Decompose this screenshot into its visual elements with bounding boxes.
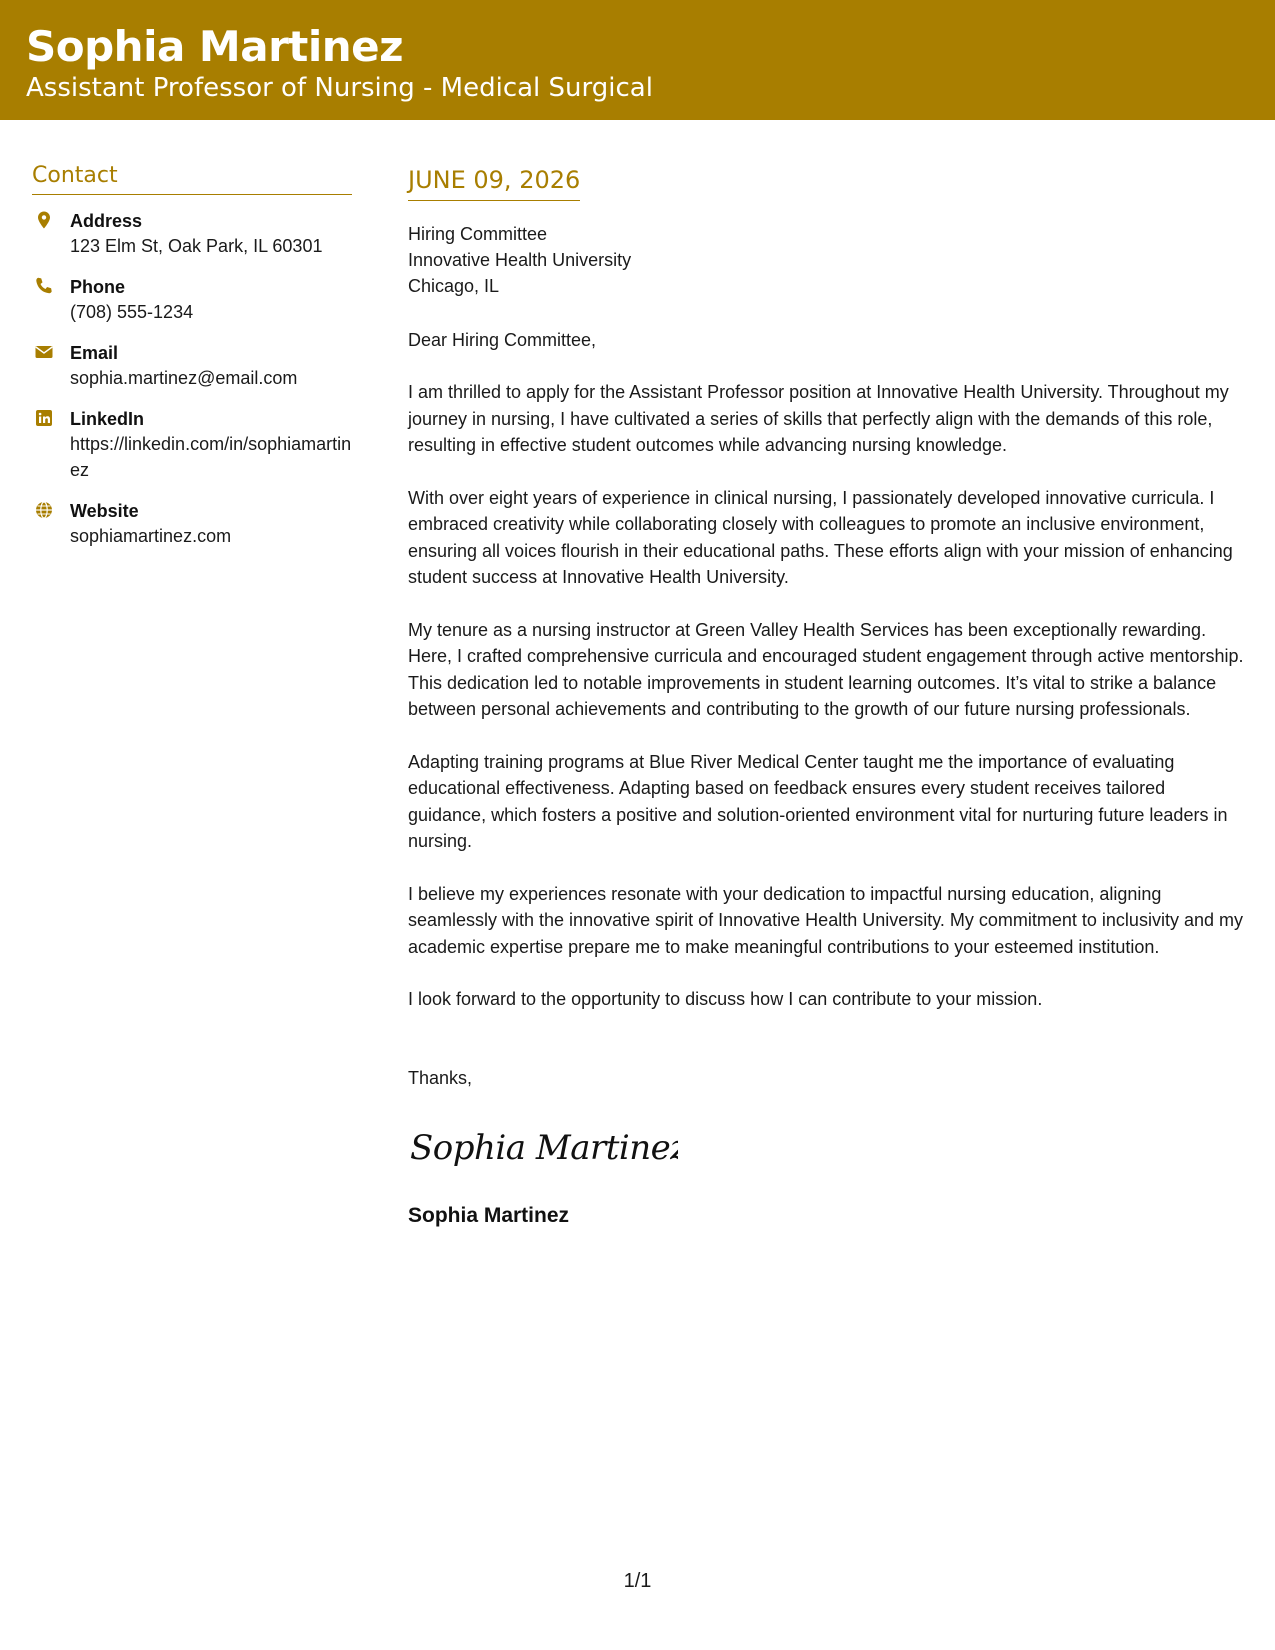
salutation: Dear Hiring Committee, bbox=[408, 330, 597, 350]
phone-icon bbox=[34, 276, 54, 296]
page-indicator: 1/1 bbox=[623, 1570, 652, 1592]
linkedin-label: LinkedIn bbox=[70, 409, 145, 429]
signer-name: Sophia Martinez bbox=[408, 1203, 570, 1227]
globe-icon bbox=[34, 500, 54, 520]
contact-item-address bbox=[32, 209, 352, 259]
contact-item-email bbox=[32, 341, 352, 391]
contact-item-phone bbox=[32, 275, 352, 325]
applicant-role: Assistant Professor of Nursing - Medical Surgical bbox=[26, 73, 653, 103]
recipient-line: Innovative Health University bbox=[408, 250, 632, 270]
envelope-icon bbox=[34, 342, 54, 362]
website-value[interactable]: sophiamartinez.com bbox=[70, 526, 232, 546]
handwritten-signature bbox=[408, 1119, 678, 1175]
linkedin-value[interactable]: https://linkedin.com/in/sophiamartinez bbox=[70, 434, 352, 480]
letter-paragraph: I am thrilled to apply for the Assistant Professor position at Innovative Health University. Throughout my journey in nursing, I have cultivated a series of skills that perfectly align with the demands of this role, resulting in effective student outcomes while advancing nursing knowledge. bbox=[408, 382, 1229, 455]
letter-body bbox=[408, 164, 1248, 1230]
linkedin-icon bbox=[34, 408, 54, 428]
letter-paragraph: Adapting training programs at Blue River Medical Center taught me the importance of evaluating educational effectiveness. Adapting based on feedback ensures every student receives tailored guidance, which fosters a positive and solution-oriented environment vital for nurturing future leaders in nursing. bbox=[408, 751, 1228, 851]
recipient-line: Chicago, IL bbox=[408, 276, 500, 296]
letter-paragraph: With over eight years of experience in clinical nursing, I passionately developed innovative curricula. I embraced creativity while collaborating closely with colleagues to promote an inclusive environment, ensuring all voices flourish in their educational paths. These efforts align with your mission of enhancing student success at Innovative Health University. bbox=[408, 487, 1233, 587]
address-label: Address bbox=[70, 211, 143, 231]
contact-item-linkedin bbox=[32, 407, 352, 483]
letter-date: JUNE 09, 2026 bbox=[408, 164, 580, 201]
phone-value: (708) 555-1234 bbox=[70, 302, 194, 322]
signature-text: Sophia Martinez bbox=[410, 1127, 678, 1168]
closing: Thanks, bbox=[408, 1067, 473, 1088]
email-value[interactable]: sophia.martinez@email.com bbox=[70, 368, 298, 388]
map-pin-icon bbox=[34, 210, 54, 230]
recipient-line: Hiring Committee bbox=[408, 224, 548, 244]
applicant-name: Sophia Martinez bbox=[26, 22, 404, 71]
letter-paragraph: I look forward to the opportunity to discuss how I can contribute to your mission. bbox=[408, 989, 1043, 1009]
letter-paragraph: I believe my experiences resonate with your dedication to impactful nursing education, aligning seamlessly with the innovative spirit of Innovative Health University. My commitment to inclusivity and my academic expertise prepare me to make meaningful contributions to your esteemed institution. bbox=[408, 883, 1243, 957]
header-banner bbox=[0, 0, 1275, 120]
website-label: Website bbox=[70, 501, 139, 521]
email-label: Email bbox=[70, 343, 119, 363]
address-value: 123 Elm St, Oak Park, IL 60301 bbox=[70, 236, 323, 256]
contact-item-website bbox=[32, 499, 352, 549]
contact-section-title: Contact bbox=[32, 162, 352, 195]
recipient-block bbox=[408, 221, 1248, 299]
phone-label: Phone bbox=[70, 277, 126, 297]
contact-sidebar bbox=[32, 162, 352, 565]
letter-paragraph: My tenure as a nursing instructor at Green Valley Health Services has been exceptionally rewarding. Here, I crafted comprehensive curricula and encouraged student engagement through active mentorship. This dedication led to notable improvements in student learning outcomes. It’s vital to strike a balance between personal achievements and contributing to the growth of our future nursing professionals. bbox=[408, 619, 1244, 719]
